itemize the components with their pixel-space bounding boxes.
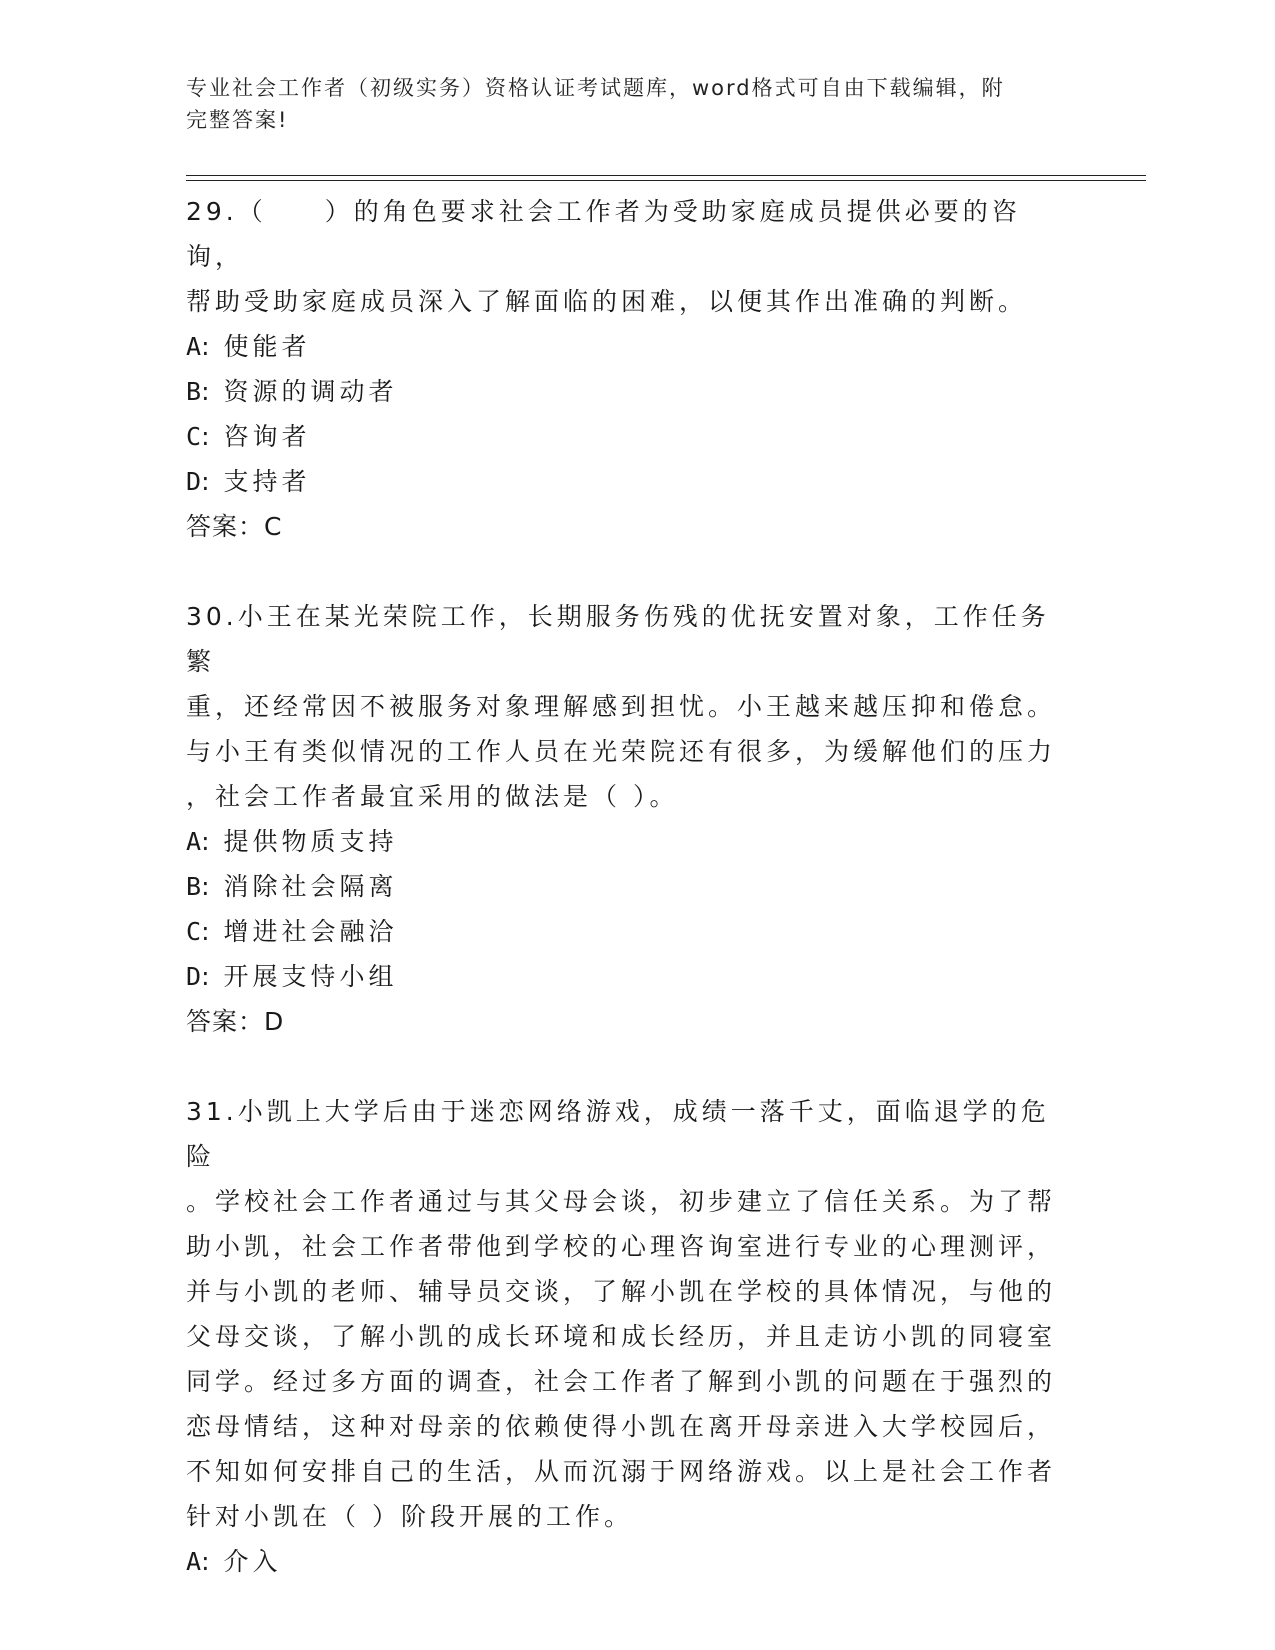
document-header	[186, 72, 1066, 136]
option-text: 消除社会隔离	[223, 872, 398, 901]
option-a	[186, 819, 1066, 864]
option-separator: :	[201, 377, 214, 406]
option-text: 开展支恃小组	[223, 962, 398, 991]
question-30	[186, 594, 1066, 1044]
option-text: 支持者	[223, 467, 311, 496]
option-text: 介入	[223, 1547, 282, 1576]
header-rule-top	[186, 175, 1146, 176]
option-separator: :	[201, 962, 214, 991]
question-text-line: 29.（ ）的角色要求社会工作者为受助家庭成员提供必要的咨询，	[186, 197, 1021, 271]
question-text-line: 。学校社会工作者通过与其父母会谈，初步建立了信任关系。为了帮	[186, 1187, 1057, 1216]
option-separator: :	[201, 917, 214, 946]
option-text: 提供物质支持	[223, 827, 398, 856]
option-d	[186, 459, 1066, 504]
option-key: A	[186, 827, 202, 856]
question-text-line: ，社会工作者最宜采用的做法是（ ）。	[186, 782, 679, 811]
question-text-line: 30.小王在某光荣院工作，长期服务伤残的优抚安置对象，工作任务繁	[186, 602, 1050, 676]
option-key: B	[186, 872, 202, 901]
option-key: A	[186, 1547, 202, 1576]
option-key: D	[186, 467, 202, 496]
option-a	[186, 324, 1066, 369]
answer-line: 答案：D	[186, 1007, 285, 1036]
question-text-line: 不知如何安排自己的生活，从而沉溺于网络游戏。以上是社会工作者	[186, 1457, 1057, 1486]
question-text-line: 助小凯，社会工作者带他到学校的心理咨询室进行专业的心理测评，	[186, 1232, 1057, 1261]
option-b	[186, 369, 1066, 414]
option-d	[186, 954, 1066, 999]
option-key: C	[186, 917, 202, 946]
option-key: D	[186, 962, 202, 991]
spacer	[186, 1044, 1066, 1089]
option-separator: :	[201, 827, 214, 856]
spacer	[186, 549, 1066, 594]
option-key: A	[186, 332, 202, 361]
question-text-line: 与小王有类似情况的工作人员在光荣院还有很多，为缓解他们的压力	[186, 737, 1057, 766]
question-list	[186, 189, 1066, 1584]
question-text-line: 父母交谈，了解小凯的成长环境和成长经历，并且走访小凯的同寝室	[186, 1322, 1057, 1351]
option-b	[186, 864, 1066, 909]
option-key: B	[186, 377, 202, 406]
header-line-2: 完整答案!	[186, 108, 289, 132]
header-rule-bottom	[186, 180, 1146, 181]
question-text-line: 重，还经常因不被服务对象理解感到担忧。小王越来越压抑和倦怠。	[186, 692, 1057, 721]
option-c	[186, 909, 1066, 954]
option-text: 使能者	[223, 332, 311, 361]
option-text: 资源的调动者	[223, 377, 398, 406]
question-text-line: 31.小凯上大学后由于迷恋网络游戏，成绩一落千丈，面临退学的危险	[186, 1097, 1050, 1171]
question-text-line: 恋母情结，这种对母亲的依赖使得小凯在离开母亲进入大学校园后，	[186, 1412, 1057, 1441]
option-separator: :	[201, 332, 214, 361]
answer-line: 答案：C	[186, 512, 283, 541]
question-text-line: 并与小凯的老师、辅导员交谈，了解小凯在学校的具体情况，与他的	[186, 1277, 1057, 1306]
option-key: C	[186, 422, 202, 451]
option-text: 咨询者	[223, 422, 311, 451]
question-text-line: 针对小凯在（ ）阶段开展的工作。	[186, 1502, 633, 1531]
question-text-line: 同学。经过多方面的调查，社会工作者了解到小凯的问题在于强烈的	[186, 1367, 1057, 1396]
option-a	[186, 1539, 1066, 1584]
option-separator: :	[201, 1547, 214, 1576]
question-31	[186, 1089, 1066, 1584]
option-separator: :	[201, 467, 214, 496]
header-line-1: 专业社会工作者（初级实务）资格认证考试题库，word格式可自由下载编辑，附	[186, 76, 1005, 100]
question-text-line: 帮助受助家庭成员深入了解面临的困难，以便其作出准确的判断。	[186, 287, 1028, 316]
option-text: 增进社会融洽	[223, 917, 398, 946]
option-separator: :	[201, 422, 214, 451]
option-c	[186, 414, 1066, 459]
question-29	[186, 189, 1066, 549]
option-separator: :	[201, 872, 214, 901]
